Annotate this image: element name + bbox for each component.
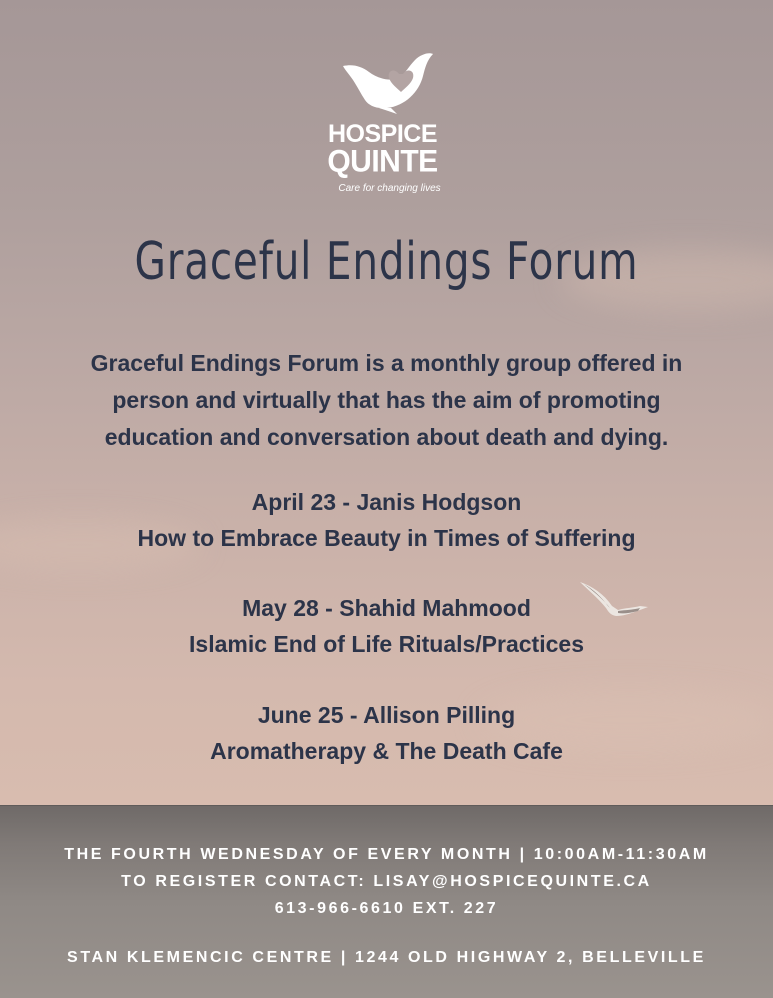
footer-register-contact[interactable]: TO REGISTER CONTACT: LISAY@HOSPICEQUINTE.CA [121,873,652,890]
logo-name-line1: HOSPICE [327,120,438,148]
event-topic: Islamic End of Life Rituals/Practices [189,631,584,657]
event-topic: How to Embrace Beauty in Times of Suffering [137,525,636,551]
footer-phone[interactable]: 613-966-6610 EXT. 227 [274,900,499,917]
event-item [0,484,773,556]
page-title: Graceful Endings Forum [134,232,639,292]
seagull-icon [578,580,650,622]
event-item [0,590,773,662]
logo-tagline: Care for changing lives [338,183,441,194]
footer-schedule: THE FOURTH WEDNESDAY OF EVERY MONTH | 10:00AM-11:30AM [64,846,709,863]
hospice-quinte-logo [0,52,773,194]
event-heading: June 25 - Allison Pilling [257,702,516,728]
event-topic: Aromatherapy & The Death Cafe [210,738,563,764]
dove-heart-icon [339,52,435,114]
event-heading: May 28 - Shahid Mahmood [242,595,531,621]
intro-text: Graceful Endings Forum is a monthly group offered in person and virtually that has the aim of promoting education and conversation about death and dying. [90,350,683,450]
logo-name-line2: QUINTE [327,144,438,179]
event-heading: April 23 - Janis Hodgson [251,489,522,515]
event-item [0,697,773,769]
footer-location: STAN KLEMENCIC CENTRE | 1244 OLD HIGHWAY 2, BELLEVILLE [67,949,706,966]
